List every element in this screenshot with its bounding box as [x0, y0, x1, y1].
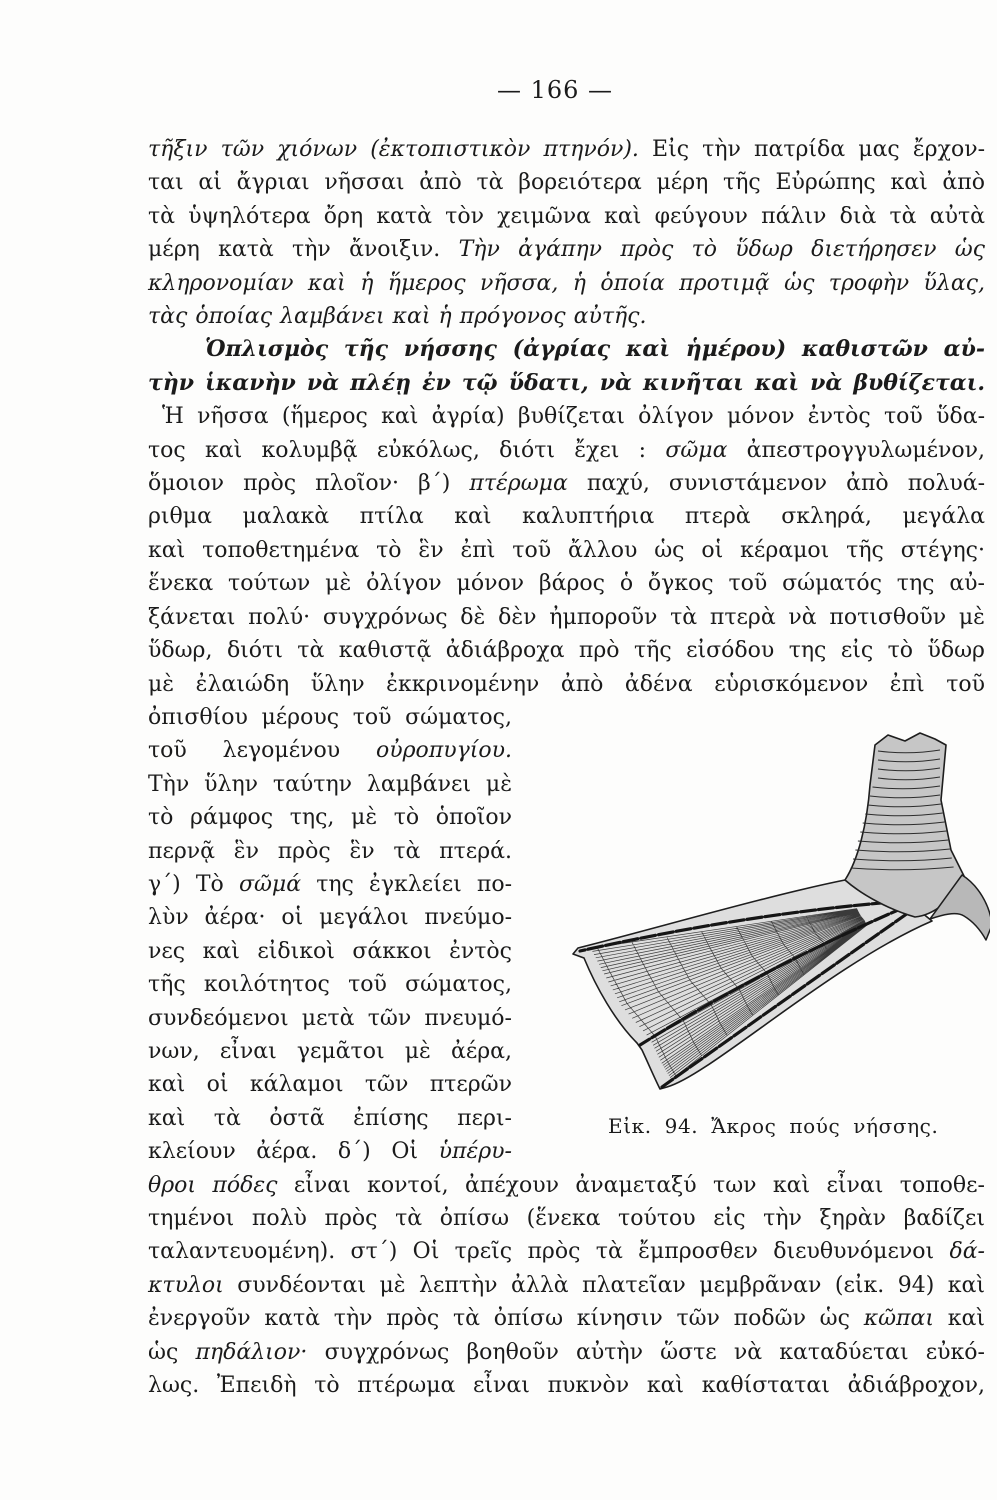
text-segment: Ἡ νῆσσα (ἥμερος καὶ ἀγρία) βυθίζεται ὀλίγον μόνον ἐντὸς τοῦ ὕδα-	[162, 404, 985, 430]
duck-foot-illustration	[570, 725, 990, 1095]
text-segment: συγχρόνως βοηθοῦν αὐτὴν ὥστε νὰ καταδύεται εὐκό-	[307, 1339, 985, 1365]
text-segment: μέρη κατὰ τὴν ἄνοιξιν.	[148, 237, 459, 263]
text-line	[148, 1269, 985, 1302]
text-line	[148, 668, 985, 701]
text-line	[148, 200, 985, 233]
text-line	[148, 801, 512, 834]
text-line	[148, 534, 985, 567]
text-line	[148, 300, 985, 333]
text-line	[148, 734, 512, 767]
section-heading-line	[148, 333, 985, 366]
italic-text: κῶπαι	[863, 1306, 934, 1332]
italic-text: τὰς ὁποίας λαμβάνει καὶ ἡ πρόγονος αὐτῆς.	[148, 304, 647, 330]
text-segment: συνδέονται μὲ λεπτὴν ἀλλὰ πλατεῖαν μεμβρᾶναν (εἰκ. 94) καὶ	[223, 1272, 985, 1298]
italic-text: θροι πόδες	[148, 1172, 278, 1198]
text-segment: καὶ τοποθετημένα τὸ ἓν ἐπὶ τοῦ ἄλλου ὡς οἱ κέραμοι τῆς στέγης·	[148, 537, 985, 563]
text-line	[148, 1369, 985, 1402]
text-segment: συνδεόμενοι μετὰ τῶν πνευμό-	[148, 1005, 512, 1031]
text-segment: τημένοι πολὺ πρὸς τὰ ὀπίσω (ἕνεκα τούτου εἰς τὴν ξηρὰν βαδίζει	[148, 1206, 985, 1231]
text-segment: ὀπισθίου μέρους τοῦ σώματος,	[148, 704, 512, 730]
text-segment: νες καὶ εἰδικοὶ σάκκοι ἐντὸς	[148, 938, 512, 964]
text-line	[148, 133, 985, 166]
text-line	[148, 1235, 985, 1268]
text-segment: ξάνεται πολύ· συγχρόνως δὲ δὲν ἠμποροῦν τὰ πτερὰ νὰ ποτισθοῦν μὲ	[148, 604, 985, 630]
text-line	[148, 1102, 512, 1135]
text-line	[148, 1336, 985, 1369]
text-line	[148, 1002, 512, 1035]
text-segment: μὲ ἐλαιώδη ὕλην ἐκκρινομένην ἀπὸ ἀδένα εὑρισκόμενον ἐπὶ τοῦ	[148, 671, 985, 697]
text-segment: καὶ	[934, 1306, 985, 1332]
italic-text: Τὴν ἀγάπην πρὸς τὸ ὕδωρ διετήρησεν ὡς	[458, 237, 986, 263]
text-segment: ὅμοιον πρὸς πλοῖον· β΄)	[148, 471, 470, 497]
text-line	[148, 1068, 512, 1101]
text-line	[148, 1035, 512, 1068]
text-segment: της ἐγκλείει πο-	[301, 871, 512, 897]
text-segment: εἶναι κοντοί, ἀπέχουν ἀναμεταξύ των καὶ εἶναι τοποθε-	[277, 1172, 985, 1198]
text-line	[148, 400, 985, 433]
text-segment: τὰ ὑψηλότερα ὄρη κατὰ τὸν χειμῶνα καὶ φεύγουν πάλιν διὰ τὰ αὐτὰ	[148, 203, 985, 229]
text-segment: γ΄) Τὸ	[148, 871, 239, 897]
text-segment: λὺν ἀέρα· οἱ μεγάλοι πνεύμο-	[148, 905, 512, 931]
italic-text: κληρονομίαν καὶ ἡ ἥμερος νῆσσα, ἡ ὁποία προτιμᾷ ὡς τροφὴν ὕλας,	[148, 270, 985, 296]
text-segment: περνᾷ ἓν πρὸς ἓν τὰ πτερά.	[148, 838, 512, 864]
text-segment: καὶ οἱ κάλαμοι τῶν πτερῶν	[148, 1072, 512, 1098]
text-line	[148, 901, 512, 934]
text-segment: καὶ τὰ ὀστᾶ ἐπίσης περι-	[148, 1105, 512, 1131]
text-line	[148, 1135, 512, 1168]
text-line	[148, 500, 985, 533]
text-line	[148, 868, 512, 901]
text-line	[148, 467, 985, 500]
text-segment: ἀπεστρογγυλωμένον,	[727, 437, 985, 463]
text-segment: ταλαντευομένη). στ΄) Οἱ τρεῖς πρὸς τὰ ἔμπροσθεν διευθυνόμενοι	[148, 1239, 950, 1265]
figure-caption: Εἰκ. 94. Ἄκρος πούς νήσσης.	[608, 1114, 939, 1138]
text-line	[148, 166, 985, 199]
text-segment: λως. Ἐπειδὴ τὸ πτέρωμα εἶναι πυκνὸν καὶ καθίσταται ἀδιάβροχον,	[148, 1373, 985, 1399]
text-segment: ἕνεκα τούτων μὲ ὀλίγον μόνον βάρος ὁ ὄγκος τοῦ σώματός της αὐ-	[148, 571, 985, 597]
text-segment: ἐνεργοῦν κατὰ τὴν πρὸς τὰ ὀπίσω κίνησιν τῶν ποδῶν ὡς	[148, 1306, 864, 1332]
text-line	[148, 935, 512, 968]
text-line	[148, 233, 985, 266]
italic-text: σῶμα	[665, 437, 728, 463]
italic-text: τῆξιν τῶν χιόνων (ἐκτοπιστικὸν πτηνόν).	[148, 137, 639, 162]
italic-text: οὐροπυγίου.	[375, 738, 512, 764]
text-line	[148, 1202, 985, 1235]
italic-text: ὑπέρυ-	[438, 1139, 512, 1165]
text-line	[148, 567, 985, 600]
text-line	[148, 701, 512, 734]
text-segment: τος καὶ κολυμβᾷ εὐκόλως, διότι ἔχει :	[148, 437, 666, 463]
text-segment: παχύ, συνιστάμενον ἀπὸ πολυά-	[567, 471, 986, 497]
text-segment: Εἰς τὴν πατρίδα μας ἔρχον-	[638, 137, 986, 162]
text-segment: ται αἱ ἄγριαι νῆσσαι ἀπὸ τὰ βορειότερα μέρη τῆς Εὐρώπης καὶ ἀπὸ	[148, 170, 985, 196]
text-segment: ὡς	[148, 1339, 196, 1365]
text-segment: τὸ ράμφος της, μὲ τὸ ὁποῖον	[148, 805, 512, 831]
text-segment: κλείουν ἀέρα. δ΄) Οἱ	[148, 1139, 439, 1165]
text-line	[148, 968, 512, 1001]
bold-heading-text: Ὁπλισμὸς τῆς νήσσης (ἀγρίας καὶ ἡμέρου) καθιστῶν αὐ-	[205, 336, 985, 363]
text-segment: νων, εἶναι γεμᾶτοι μὲ ἀέρα,	[148, 1038, 512, 1064]
text-line	[148, 1302, 985, 1335]
italic-text: πηδάλιον·	[195, 1339, 308, 1365]
text-segment: ριθμα μαλακὰ πτίλα καὶ καλυπτήρια πτερὰ σκληρά, μεγάλα	[148, 504, 985, 530]
bold-heading-text: τὴν ἱκανὴν νὰ πλέῃ ἐν τῷ ὕδατι, νὰ κινῆται καὶ νὰ βυθίζεται.	[148, 369, 985, 396]
section-heading-line	[148, 367, 985, 400]
text-segment: τῆς κοιλότητος τοῦ σώματος,	[148, 972, 512, 998]
text-segment: Τὴν ὕλην ταύτην λαμβάνει μὲ	[148, 771, 512, 797]
text-line	[148, 768, 512, 801]
italic-text: κτυλοι	[148, 1272, 224, 1298]
italic-text: σῶμά	[238, 871, 302, 897]
italic-text: πτέρωμα	[469, 471, 568, 497]
text-line	[148, 1169, 985, 1202]
text-line	[148, 601, 985, 634]
text-segment: τοῦ λεγομένου	[148, 738, 376, 764]
text-line	[148, 434, 985, 467]
page-number: — 166 —	[496, 76, 614, 104]
text-line	[148, 267, 985, 300]
text-line	[148, 835, 512, 868]
text-segment: ὕδωρ, διότι τὰ καθιστᾷ ἀδιάβροχα πρὸ τῆς εἰσόδου της εἰς τὸ ὕδωρ	[148, 638, 985, 664]
text-line	[148, 634, 985, 667]
italic-text: δά-	[949, 1239, 985, 1265]
